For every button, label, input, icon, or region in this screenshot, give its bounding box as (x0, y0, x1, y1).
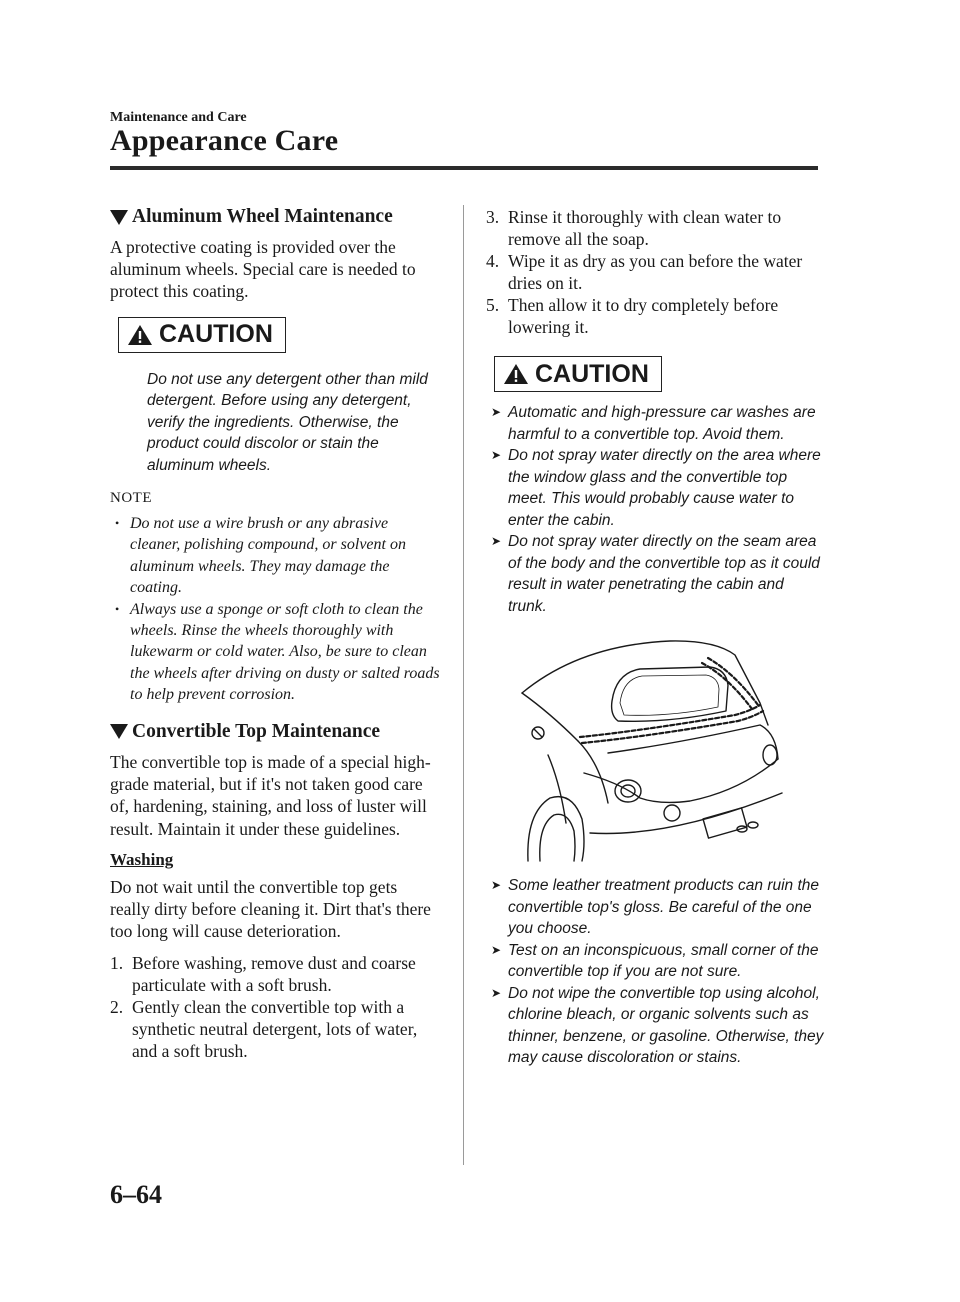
caution-list-a (486, 402, 824, 617)
arrow-right-icon: ➤ (491, 448, 502, 462)
caution-item-text: Some leather treatment products can ruin the convertible top's gloss. Be careful of the one you choose. (508, 877, 820, 937)
arrow-right-icon: ➤ (491, 405, 502, 419)
caution-list-b (486, 875, 824, 1069)
step-number: 1. (110, 953, 124, 974)
caution-item-text: Test on an inconspicuous, small corner of the convertible top if you are not sure. (508, 941, 819, 980)
note-label: NOTE (110, 490, 152, 507)
triangle-down-icon (110, 210, 128, 225)
step-number: 4. (486, 251, 500, 271)
arrow-right-icon: ➤ (491, 985, 502, 1000)
washing-steps-left (110, 952, 440, 1062)
note-item: • Always use a sponge or soft cloth to clean the wheels. Rinse the wheels thoroughly with lukewarm or cold water. Also, be sure to clean the wheels after driving on dusty or salted roads to help prevent corrosion. (110, 599, 440, 705)
step-text: Then allow it to dry completely before lowering it. (508, 295, 779, 337)
step-item (486, 294, 824, 338)
caution-item-text: Do not spray water directly on the seam area of the body and the convertible top as it could result in water penetrating the cabin and trunk. (508, 533, 820, 615)
caution-label: CAUTION (159, 320, 273, 349)
left-column (110, 206, 440, 1076)
right-column (486, 206, 824, 1077)
washing-intro: Do not wait until the convertible top gets really dirty before cleaning it. Dirt that's there too long will cause deterioration. (110, 876, 431, 942)
step-item (110, 996, 440, 1062)
washing-heading: Washing (110, 849, 174, 869)
step-text: Wipe it as dry as you can before the water dries on it. (508, 251, 803, 293)
caution-box-aluminum (118, 317, 286, 353)
caution-item (486, 402, 824, 445)
warning-triangle-icon (127, 324, 153, 346)
step-number: 2. (110, 997, 124, 1018)
column-divider (463, 205, 464, 1165)
convertible-car-illustration (520, 633, 790, 863)
arrow-right-icon: ➤ (491, 878, 502, 892)
step-text: Rinse it thoroughly with clean water to remove all the soap. (508, 207, 782, 249)
step-item (486, 206, 824, 250)
convertible-intro: The convertible top is made of a special high-grade material, but if it's not taken good care of, hardening, staining, and loss of luster will result. Maintain it under these guidelines. (110, 751, 431, 839)
step-text: Before washing, remove dust and coarse particulate with a soft brush. (132, 953, 416, 996)
page-title: Appearance Care (110, 124, 339, 157)
caution-item-text: Automatic and high-pressure car washes are harmful to a convertible top. Avoid them. (508, 404, 816, 443)
arrow-right-icon: ➤ (491, 534, 502, 548)
header-section: Maintenance and Care (110, 110, 247, 125)
step-text: Gently clean the convertible top with a synthetic neutral detergent, lots of water, and a soft brush. (132, 997, 418, 1062)
triangle-down-icon (110, 724, 128, 739)
note-item: • Do not use a wire brush or any abrasive cleaner, polishing compound, or solvent on aluminum wheels. They may damage the coating. (110, 513, 440, 598)
page-number: 6–64 (110, 1180, 162, 1209)
arrow-right-icon: ➤ (491, 942, 502, 957)
caution-text-aluminum: Do not use any detergent other than mild detergent. Before using any detergent, verify the ingredients. Otherwise, the product could discolor or stain the aluminum wheels. (147, 370, 428, 474)
aluminum-heading-text: Aluminum Wheel Maintenance (132, 206, 393, 227)
step-item (486, 250, 824, 294)
warning-triangle-icon (503, 363, 529, 385)
caution-item-text: Do not wipe the convertible top using alcohol, chlorine bleach, or organic solvents such as thinner, benzene, or gasoline. Otherwise, they may cause discoloration or stains. (508, 984, 824, 1066)
step-item (110, 952, 440, 996)
aluminum-intro: A protective coating is provided over the aluminum wheels. Special care is needed to protect this coating. (110, 237, 416, 302)
caution-item (486, 875, 824, 940)
header-rule (110, 166, 818, 170)
caution-item (486, 531, 824, 617)
caution-label: CAUTION (535, 359, 649, 388)
aluminum-heading (110, 206, 440, 228)
note-list (110, 513, 440, 705)
step-number: 5. (486, 295, 500, 315)
convertible-heading (110, 721, 440, 743)
caution-item-text: Do not spray water directly on the area where the window glass and the convertible top meet. This would probably cause water to enter the cabin. (508, 447, 821, 529)
caution-item (486, 940, 824, 983)
step-number: 3. (486, 207, 500, 227)
caution-item (486, 983, 824, 1069)
caution-item (486, 445, 824, 531)
caution-box-convertible (494, 356, 662, 392)
convertible-heading-text: Convertible Top Maintenance (132, 720, 381, 742)
washing-steps-right (486, 206, 824, 338)
